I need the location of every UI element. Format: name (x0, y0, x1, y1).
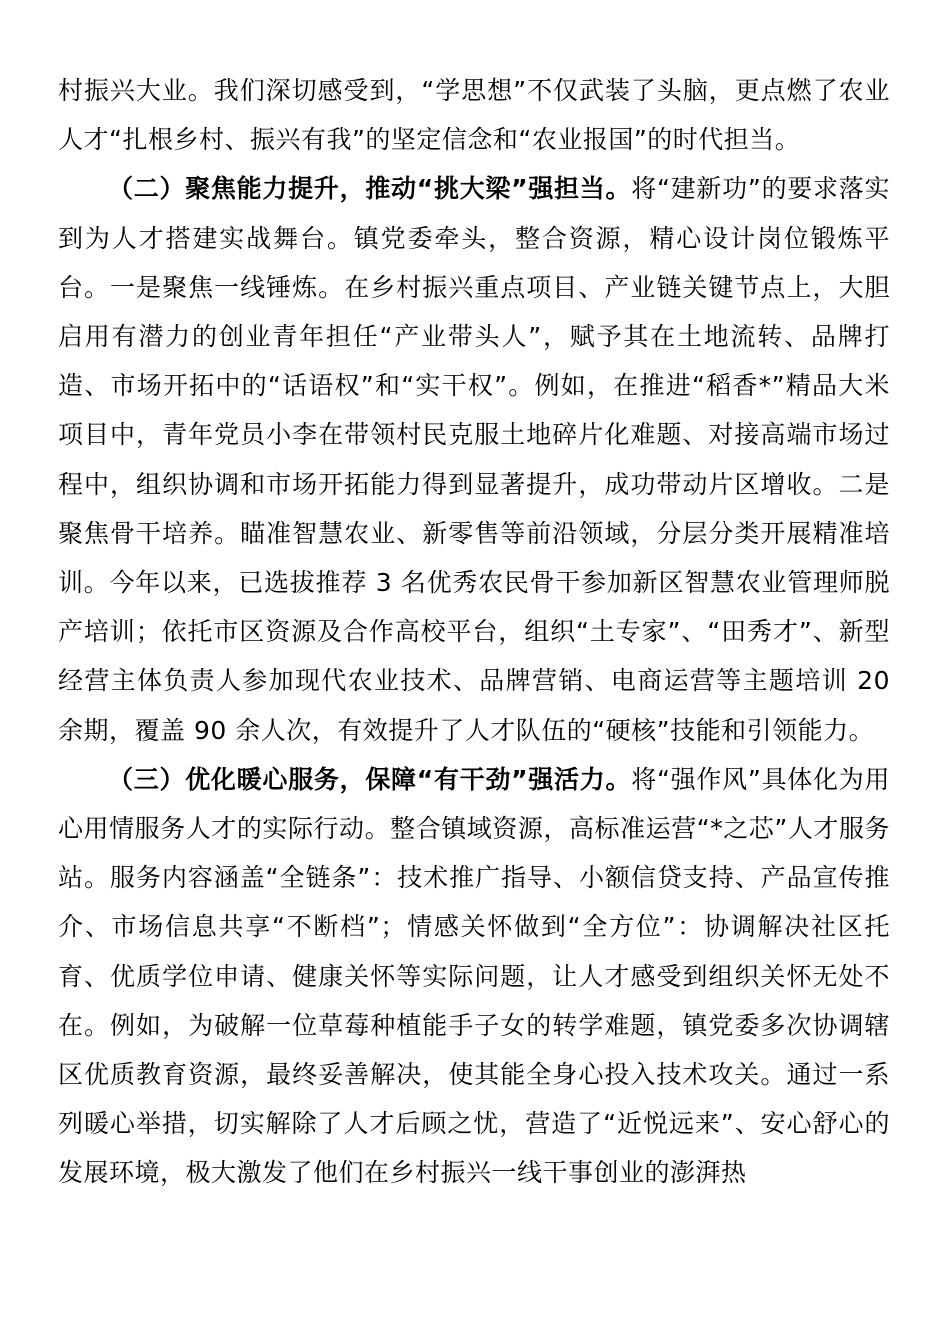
paragraph-body: 村振兴大业。我们深切感受到，“学思想”不仅武装了头脑，更点燃了农业人才“扎根乡村、振兴有我”的坚定信念和“农业报国”的时代担当。 (58, 76, 890, 155)
paragraph-body: 将“建新功”的要求落实到为人才搭建实战舞台。镇党委牵头，整合资源，精心设计岗位锻炼平台。一是聚焦一线锤炼。在乡村振兴重点项目、产业链关键节点上，大胆启用有潜力的创业青年担任“产业带头人”，赋予其在土地流转、品牌打造、市场开拓中的“话语权”和“实干权”。例如，在推进“稻香*”精品大米项目中，青年党员小李在带领村民克服土地碎片化难题、对接高端市场过程中，组织协调和市场开拓能力得到显著提升，成功带动片区增收。二是聚焦骨干培养。瞄准智慧农业、新零售等前沿领域，分层分类开展精准培训。今年以来，已选拔推荐 3 名优秀农民骨干参加新区智慧农业管理师脱产培训；依托市区资源及合作高校平台，组织“土专家”、“田秀才”、新型经营主体负责人参加现代农业技术、品牌营销、电商运营等主题培训 20 余期，覆盖 90 余人次，有效提升了人才队伍的“硬核”技能和引领能力。 (58, 174, 890, 745)
section-heading: （二）聚焦能力提升，推动“挑大梁”强担当。 (108, 174, 632, 204)
paragraph-continuation (58, 66, 890, 164)
paragraph-section-3 (58, 755, 890, 1198)
paragraph-section-2 (58, 164, 890, 754)
document-page (58, 66, 890, 1198)
paragraph-body: 将“强作风”具体化为用心用情服务人才的实际行动。整合镇域资源，高标准运营“*之芯”人才服务站。服务内容涵盖“全链条”：技术推广指导、小额信贷支持、产品宣传推介、市场信息共享“不断档”；情感关怀做到“全方位”：协调解决社区托育、优质学位申请、健康关怀等实际问题，让人才感受到组织关怀无处不在。例如，为破解一位草莓种植能手子女的转学难题，镇党委多次协调辖区优质教育资源，最终妥善解决，使其能全身心投入技术攻关。通过一系列暖心举措，切实解除了人才后顾之忧，营造了“近悦远来”、安心舒心的发展环境，极大激发了他们在乡村振兴一线干事创业的澎湃热 (58, 764, 890, 1188)
section-heading: （三）优化暖心服务，保障“有干劲”强活力。 (108, 764, 632, 794)
